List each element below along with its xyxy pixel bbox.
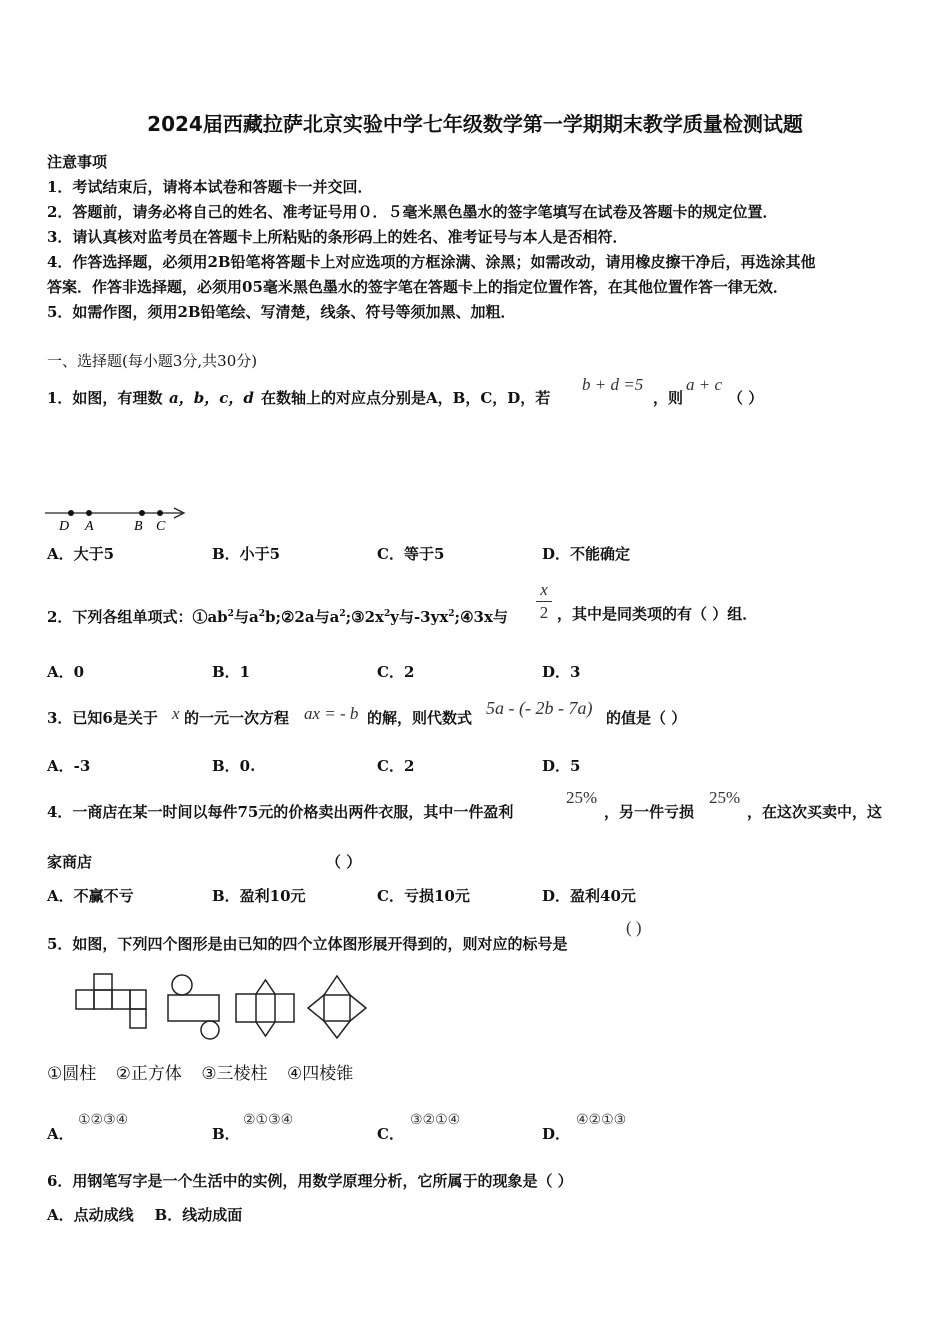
q6-options[interactable]: A．点动成线 B．线动成面 — [47, 1206, 243, 1224]
q4-text-c: ，在这次买卖中，这 — [747, 803, 883, 821]
notice-item-1: 1．考试结束后，请将本试卷和答题卡一并交回． — [47, 178, 373, 196]
solid-cube: ②正方体 — [115, 1064, 182, 1084]
page-title: 2024届西藏拉萨北京实验中学七年级数学第一学期期末教学质量检测试题 — [147, 112, 803, 136]
notice-heading: 注意事项 — [47, 153, 108, 171]
q5-option-c-letter[interactable]: C． — [377, 1125, 404, 1143]
q3-option-a[interactable]: A．-3 — [47, 757, 91, 775]
q2-option-a[interactable]: A．0 — [47, 663, 85, 681]
q1-then: ，则 — [653, 389, 684, 407]
q2-fraction — [534, 580, 554, 623]
q1-expression: a + c — [686, 375, 723, 394]
q3-option-d[interactable]: D．5 — [542, 757, 581, 775]
q2-option-b[interactable]: B．1 — [212, 663, 251, 681]
q4-option-a[interactable]: A．不赢不亏 — [47, 887, 134, 905]
q1-mid: 在数轴上的对应点分别是A，B，C，D，若 — [261, 389, 551, 407]
q3-text-a: 3．已知6是关于 — [47, 709, 158, 727]
q2-tail: ，其中是同类项的有（ ）组． — [557, 605, 758, 623]
q3-option-b[interactable]: B．0. — [212, 757, 256, 775]
q5-option-d-letter[interactable]: D． — [542, 1125, 571, 1143]
q3-text-b: 的一元一次方程 — [184, 709, 290, 727]
notice-item-3: 3．请认真核对监考员在答题卡上所粘贴的条形码上的姓名、准考证号与本人是否相符． — [47, 228, 628, 246]
axis-label-b: B — [134, 519, 143, 534]
q5-option-c-value[interactable]: ③②①④ — [410, 1112, 461, 1128]
notice-item-4: 4．作答选择题，必须用2B铅笔将答题卡上对应选项的方框涂满、涂黑；如需改动，请用橡皮擦干净后，再选涂其他 — [47, 253, 816, 271]
q4-paren: （ ） — [326, 853, 362, 871]
q5-option-d-value[interactable]: ④②①③ — [576, 1112, 627, 1128]
solid-pyramid: ④四棱锥 — [286, 1064, 354, 1084]
notice-item-5: 5．如需作图，须用2B铅笔绘、写清楚，线条、符号等须加黑、加粗． — [47, 303, 516, 321]
number-line-figure — [40, 500, 200, 536]
q5-option-a-value[interactable]: ①②③④ — [78, 1112, 129, 1128]
pyramid-net — [308, 976, 366, 1038]
q4-option-b[interactable]: B．盈利10元 — [212, 887, 306, 905]
q1-prefix: 1．如图，有理数 — [47, 389, 163, 407]
q4-text-b: ，另一件亏损 — [604, 803, 695, 821]
q1-option-d[interactable]: D．不能确定 — [542, 545, 631, 563]
solid-cylinder: ①圆柱 — [47, 1064, 97, 1084]
cylinder-net — [168, 975, 219, 1039]
q1-vars: a，b，c，d — [169, 389, 254, 407]
q4-line2: 家商店 — [47, 853, 93, 871]
q3-equation: ax = - b — [304, 704, 359, 723]
axis-label-a: A — [85, 519, 94, 534]
notice-item-2: 2．答题前，请务必将自己的姓名、准考证号用０．５毫米黑色墨水的签字笔填写在试卷及答题卡的规定位置． — [47, 203, 778, 221]
section-heading: 一、选择题(每小题3分,共30分) — [47, 352, 258, 370]
axis-label-d: D — [59, 519, 70, 534]
q1-paren: （ ） — [728, 389, 764, 407]
q4-loss-percent: 25% — [709, 788, 741, 807]
q4-profit-percent: 25% — [566, 788, 598, 807]
q6-text: 6．用钢笔写字是一个生活中的实例，用数学原理分析，它所属于的现象是（ ） — [47, 1172, 573, 1190]
q2-fraction-denominator: 2 — [539, 603, 549, 622]
q5-option-b-letter[interactable]: B． — [212, 1125, 240, 1143]
q3-text-c: 的解，则代数式 — [367, 709, 473, 727]
q2-option-d[interactable]: D．3 — [542, 663, 581, 681]
axis-label-c: C — [156, 519, 166, 534]
q1-option-c[interactable]: C．等于5 — [377, 545, 445, 563]
q5-paren: ( ) — [626, 918, 642, 937]
q2-option-c[interactable]: C．2 — [377, 663, 415, 681]
q2-fraction-numerator: x — [540, 580, 548, 599]
q1-option-a[interactable]: A．大于5 — [47, 545, 115, 563]
solid-prism: ③三棱柱 — [201, 1064, 268, 1084]
q3-expression: 5a - (- 2b - 7a) — [486, 698, 593, 718]
q3-var-x: x — [172, 704, 180, 723]
q1-condition: b + d =5 — [582, 375, 644, 394]
q5-solids — [47, 1063, 353, 1085]
notice-item-4-cont: 答案．作答非选择题，必须用05毫米黑色墨水的签字笔在答题卡上的指定位置作答，在其他位置作答一律无效． — [47, 278, 788, 296]
q3-text-d: 的值是（ ） — [606, 709, 687, 727]
q2-text: 2．下列各组单项式：$①ab^2$与$a^2b;②2a$与$a^2;③2x^2y$与$-3yx^2;④3x$与 — [47, 608, 508, 626]
q3-option-c[interactable]: C．2 — [377, 757, 415, 775]
net-figures — [70, 972, 370, 1042]
q5-option-a-letter[interactable]: A． — [47, 1125, 74, 1143]
q5-text: 5．如图，下列四个图形是由已知的四个立体图形展开得到的，则对应的标号是 — [47, 935, 568, 953]
cube-net — [76, 974, 146, 1028]
prism-net — [236, 980, 294, 1036]
q5-option-b-value[interactable]: ②①③④ — [243, 1112, 294, 1128]
q4-option-d[interactable]: D．盈利40元 — [542, 887, 636, 905]
q1-option-b[interactable]: B．小于5 — [212, 545, 281, 563]
q4-option-c[interactable]: C．亏损10元 — [377, 887, 470, 905]
q4-text-a: 4．一商店在某一时间以每件75元的价格卖出两件衣服，其中一件盈利 — [47, 803, 514, 821]
